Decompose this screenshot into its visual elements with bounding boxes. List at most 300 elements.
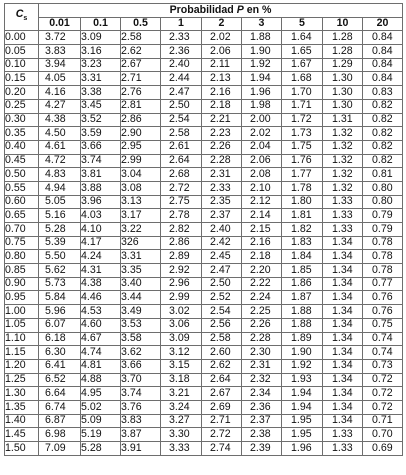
factor-value-cell: 2.86 (161, 236, 202, 250)
factor-value-cell: 2.10 (242, 181, 282, 195)
factor-value-cell: 3.35 (121, 264, 161, 278)
factor-value-cell: 2.99 (121, 154, 161, 168)
factor-value-cell: 3.52 (81, 113, 121, 127)
factor-value-cell: 1.75 (282, 140, 323, 154)
factor-value-cell: 1.73 (282, 127, 323, 141)
factor-value-cell: 6.98 (39, 428, 81, 442)
factor-value-cell: 2.62 (202, 359, 242, 373)
table-row (5, 140, 403, 154)
factor-value-cell: 1.33 (323, 209, 363, 223)
factor-value-cell: 5.19 (81, 428, 121, 442)
table-row (5, 428, 403, 442)
factor-value-cell: 4.83 (39, 168, 81, 182)
factor-value-cell: 2.11 (202, 58, 242, 72)
factor-value-cell: 3.09 (81, 31, 121, 45)
factor-value-cell: 2.13 (202, 72, 242, 86)
table-row (5, 264, 403, 278)
factor-value-cell: 2.32 (242, 373, 282, 387)
factor-value-cell: 3.24 (161, 400, 202, 414)
factor-value-cell: 0.69 (363, 442, 403, 456)
factor-value-cell: 0.77 (363, 277, 403, 291)
factor-value-cell: 1.34 (323, 318, 363, 332)
factor-value-cell: 2.86 (121, 113, 161, 127)
column-header-p: 0.5 (121, 17, 161, 31)
frequency-factor-table (4, 3, 403, 456)
factor-value-cell: 1.88 (282, 305, 323, 319)
factor-value-cell: 3.15 (161, 359, 202, 373)
factor-value-cell: 3.33 (161, 442, 202, 456)
factor-value-cell: 1.34 (323, 387, 363, 401)
factor-value-cell: 2.74 (202, 442, 242, 456)
factor-value-cell: 3.59 (81, 127, 121, 141)
factor-value-cell: 1.33 (323, 223, 363, 237)
table-row (5, 72, 403, 86)
factor-value-cell: 1.34 (323, 277, 363, 291)
factor-value-cell: 1.83 (282, 236, 323, 250)
factor-value-cell: 4.46 (81, 291, 121, 305)
factor-value-cell: 5.62 (39, 264, 81, 278)
factor-value-cell: 1.34 (323, 400, 363, 414)
table-row (5, 277, 403, 291)
factor-value-cell: 1.34 (323, 373, 363, 387)
factor-value-cell: 4.27 (39, 99, 81, 113)
factor-value-cell: 2.25 (242, 305, 282, 319)
factor-value-cell: 2.31 (242, 359, 282, 373)
factor-value-cell: 1.33 (323, 442, 363, 456)
factor-value-cell: 0.82 (363, 140, 403, 154)
factor-value-cell: 2.78 (161, 209, 202, 223)
factor-value-cell: 4.31 (81, 264, 121, 278)
factor-value-cell: 1.30 (323, 86, 363, 100)
factor-value-cell: 3.02 (161, 305, 202, 319)
factor-value-cell: 0.80 (363, 181, 403, 195)
factor-value-cell: 2.89 (161, 250, 202, 264)
factor-value-cell: 1.80 (282, 195, 323, 209)
factor-value-cell: 3.13 (121, 195, 161, 209)
table-row (5, 250, 403, 264)
factor-value-cell: 5.50 (39, 250, 81, 264)
factor-value-cell: 0.79 (363, 223, 403, 237)
cs-value-cell: 0.70 (5, 223, 39, 237)
factor-value-cell: 3.31 (121, 250, 161, 264)
cs-value-cell: 0.15 (5, 72, 39, 86)
table-row (5, 318, 403, 332)
factor-value-cell: 3.49 (121, 305, 161, 319)
cs-value-cell: 0.85 (5, 264, 39, 278)
table-header (5, 4, 403, 31)
factor-value-cell: 2.15 (242, 223, 282, 237)
factor-value-cell: 2.50 (161, 99, 202, 113)
factor-value-cell: 2.36 (161, 45, 202, 59)
factor-value-cell: 1.34 (323, 305, 363, 319)
factor-value-cell: 0.76 (363, 291, 403, 305)
cs-value-cell: 0.35 (5, 127, 39, 141)
factor-value-cell: 1.94 (282, 387, 323, 401)
factor-value-cell: 3.83 (121, 414, 161, 428)
factor-value-cell: 5.39 (39, 236, 81, 250)
factor-value-cell: 4.61 (39, 140, 81, 154)
factor-value-cell: 2.67 (121, 58, 161, 72)
factor-value-cell: 2.28 (242, 332, 282, 346)
factor-value-cell: 2.58 (121, 31, 161, 45)
factor-value-cell: 0.78 (363, 250, 403, 264)
factor-value-cell: 2.14 (242, 209, 282, 223)
factor-value-cell: 1.93 (282, 373, 323, 387)
factor-value-cell: 1.95 (282, 414, 323, 428)
factor-value-cell: 3.06 (161, 318, 202, 332)
factor-value-cell: 1.71 (282, 99, 323, 113)
factor-value-cell: 2.18 (202, 99, 242, 113)
cs-value-cell: 1.05 (5, 318, 39, 332)
table-row (5, 305, 403, 319)
factor-value-cell: 2.31 (202, 168, 242, 182)
factor-value-cell: 2.61 (161, 140, 202, 154)
factor-value-cell: 0.72 (363, 400, 403, 414)
factor-value-cell: 3.45 (81, 99, 121, 113)
factor-value-cell: 2.02 (242, 127, 282, 141)
factor-value-cell: 1.95 (282, 428, 323, 442)
cs-value-cell: 0.55 (5, 181, 39, 195)
factor-value-cell: 1.84 (282, 250, 323, 264)
factor-value-cell: 1.94 (282, 400, 323, 414)
factor-value-cell: 2.99 (161, 291, 202, 305)
cs-value-cell: 1.00 (5, 305, 39, 319)
factor-value-cell: 1.33 (323, 195, 363, 209)
factor-value-cell: 3.30 (161, 428, 202, 442)
factor-value-cell: 0.78 (363, 236, 403, 250)
factor-value-cell: 1.29 (323, 58, 363, 72)
factor-value-cell: 0.82 (363, 113, 403, 127)
factor-value-cell: 3.09 (161, 332, 202, 346)
factor-value-cell: 2.76 (121, 86, 161, 100)
factor-value-cell: 2.02 (202, 31, 242, 45)
factor-value-cell: 5.84 (39, 291, 81, 305)
factor-value-cell: 0.84 (363, 58, 403, 72)
probability-header-suffix: en % (243, 3, 272, 16)
factor-value-cell: 0.82 (363, 154, 403, 168)
cs-value-cell: 0.05 (5, 45, 39, 59)
factor-value-cell: 1.34 (323, 346, 363, 360)
table-row (5, 442, 403, 456)
factor-value-cell: 2.00 (242, 113, 282, 127)
cs-value-cell: 0.00 (5, 31, 39, 45)
column-header-p: 0.01 (39, 17, 81, 31)
factor-value-cell: 6.07 (39, 318, 81, 332)
factor-value-cell: 1.90 (242, 45, 282, 59)
table-row (5, 400, 403, 414)
factor-value-cell: 1.34 (323, 264, 363, 278)
cs-value-cell: 1.50 (5, 442, 39, 456)
cs-value-cell: 0.95 (5, 291, 39, 305)
factor-value-cell: 2.20 (242, 264, 282, 278)
factor-value-cell: 4.53 (81, 305, 121, 319)
column-header-p: 2 (202, 17, 242, 31)
factor-value-cell: 2.52 (202, 291, 242, 305)
factor-value-cell: 2.18 (242, 250, 282, 264)
factor-value-cell: 2.56 (202, 318, 242, 332)
factor-value-cell: 3.53 (121, 318, 161, 332)
factor-value-cell: 0.82 (363, 127, 403, 141)
factor-value-cell: 0.72 (363, 387, 403, 401)
factor-value-cell: 1.32 (323, 154, 363, 168)
cs-value-cell: 0.75 (5, 236, 39, 250)
factor-value-cell: 0.84 (363, 45, 403, 59)
column-header-p: 10 (323, 17, 363, 31)
table-body (5, 31, 403, 455)
factor-value-cell: 6.30 (39, 346, 81, 360)
factor-value-cell: 5.73 (39, 277, 81, 291)
factor-value-cell: 1.32 (323, 140, 363, 154)
factor-value-cell: 2.12 (242, 195, 282, 209)
factor-value-cell: 2.58 (161, 127, 202, 141)
factor-value-cell: 2.21 (202, 113, 242, 127)
column-header-p: 1 (161, 17, 202, 31)
factor-value-cell: 1.98 (242, 99, 282, 113)
factor-value-cell: 1.82 (282, 223, 323, 237)
header-row-group (5, 4, 403, 18)
cs-symbol: C (15, 8, 24, 21)
factor-value-cell: 4.05 (39, 72, 81, 86)
factor-value-cell: 1.70 (282, 86, 323, 100)
factor-value-cell: 4.24 (81, 250, 121, 264)
table-row (5, 346, 403, 360)
factor-value-cell: 4.74 (81, 346, 121, 360)
factor-value-cell: 4.17 (81, 236, 121, 250)
cs-value-cell: 0.80 (5, 250, 39, 264)
factor-value-cell: 6.87 (39, 414, 81, 428)
table-row (5, 45, 403, 59)
factor-value-cell: 4.60 (81, 318, 121, 332)
table-row (5, 359, 403, 373)
factor-value-cell: 4.16 (39, 86, 81, 100)
cs-subscript: s (23, 15, 28, 23)
factor-value-cell: 4.95 (81, 387, 121, 401)
factor-value-cell: 4.88 (81, 373, 121, 387)
probability-table-container (4, 3, 402, 456)
table-row (5, 58, 403, 72)
factor-value-cell: 2.54 (161, 113, 202, 127)
factor-value-cell: 1.28 (323, 45, 363, 59)
cs-value-cell: 0.65 (5, 209, 39, 223)
factor-value-cell: 1.34 (323, 291, 363, 305)
factor-value-cell: 2.58 (202, 332, 242, 346)
factor-value-cell: 7.09 (39, 442, 81, 456)
factor-value-cell: 2.36 (242, 400, 282, 414)
cs-value-cell: 1.20 (5, 359, 39, 373)
factor-value-cell: 0.70 (363, 428, 403, 442)
cs-value-cell: 1.25 (5, 373, 39, 387)
factor-value-cell: 1.77 (282, 168, 323, 182)
factor-value-cell: 1.32 (323, 168, 363, 182)
factor-value-cell: 1.92 (242, 58, 282, 72)
factor-value-cell: 4.10 (81, 223, 121, 237)
factor-value-cell: 3.91 (121, 442, 161, 456)
cs-value-cell: 0.10 (5, 58, 39, 72)
factor-value-cell: 3.81 (81, 168, 121, 182)
factor-value-cell: 1.90 (282, 346, 323, 360)
factor-value-cell: 3.04 (121, 168, 161, 182)
factor-value-cell: 2.45 (202, 250, 242, 264)
factor-value-cell: 0.80 (363, 195, 403, 209)
factor-value-cell: 1.30 (323, 99, 363, 113)
factor-value-cell: 3.94 (39, 58, 81, 72)
factor-value-cell: 2.75 (161, 195, 202, 209)
factor-value-cell: 3.23 (81, 58, 121, 72)
table-row (5, 209, 403, 223)
column-header-p: 5 (282, 17, 323, 31)
factor-value-cell: 1.34 (323, 236, 363, 250)
table-row (5, 195, 403, 209)
factor-value-cell: 2.62 (121, 45, 161, 59)
factor-value-cell: 3.62 (121, 346, 161, 360)
factor-value-cell: 2.82 (161, 223, 202, 237)
factor-value-cell: 2.30 (242, 346, 282, 360)
factor-value-cell: 2.64 (202, 373, 242, 387)
factor-value-cell: 1.94 (242, 72, 282, 86)
factor-value-cell: 1.65 (282, 45, 323, 59)
factor-value-cell: 3.66 (81, 140, 121, 154)
factor-value-cell: 4.81 (81, 359, 121, 373)
factor-value-cell: 3.96 (81, 195, 121, 209)
cs-value-cell: 1.15 (5, 346, 39, 360)
factor-value-cell: 5.09 (81, 414, 121, 428)
factor-value-cell: 6.74 (39, 400, 81, 414)
factor-value-cell: 5.02 (81, 400, 121, 414)
cs-value-cell: 0.20 (5, 86, 39, 100)
factor-value-cell: 3.76 (121, 400, 161, 414)
cs-value-cell: 1.45 (5, 428, 39, 442)
factor-value-cell: 6.41 (39, 359, 81, 373)
column-header-p: 3 (242, 17, 282, 31)
factor-value-cell: 3.87 (121, 428, 161, 442)
factor-value-cell: 4.03 (81, 209, 121, 223)
table-row (5, 113, 403, 127)
factor-value-cell: 1.72 (282, 113, 323, 127)
cs-value-cell: 1.40 (5, 414, 39, 428)
table-row (5, 414, 403, 428)
factor-value-cell: 2.38 (242, 428, 282, 442)
factor-value-cell: 0.74 (363, 346, 403, 360)
factor-value-cell: 0.75 (363, 318, 403, 332)
factor-value-cell: 3.88 (81, 181, 121, 195)
factor-value-cell: 1.87 (282, 291, 323, 305)
factor-value-cell: 2.96 (161, 277, 202, 291)
factor-value-cell: 2.47 (161, 86, 202, 100)
factor-value-cell: 2.72 (161, 181, 202, 195)
factor-value-cell: 2.22 (242, 277, 282, 291)
factor-value-cell: 0.73 (363, 359, 403, 373)
factor-value-cell: 1.31 (323, 113, 363, 127)
factor-value-cell: 2.72 (202, 428, 242, 442)
factor-value-cell: 2.42 (202, 236, 242, 250)
factor-value-cell: 0.76 (363, 305, 403, 319)
factor-value-cell: 1.30 (323, 72, 363, 86)
factor-value-cell: 1.78 (282, 181, 323, 195)
factor-value-cell: 5.16 (39, 209, 81, 223)
factor-value-cell: 2.16 (242, 236, 282, 250)
factor-value-cell: 2.64 (161, 154, 202, 168)
factor-value-cell: 2.26 (202, 140, 242, 154)
factor-value-cell: 3.08 (121, 181, 161, 195)
factor-value-cell: 1.34 (323, 250, 363, 264)
factor-value-cell: 3.17 (121, 209, 161, 223)
table-row (5, 373, 403, 387)
probability-header-var: P (236, 3, 244, 16)
table-row (5, 31, 403, 45)
factor-value-cell: 2.06 (202, 45, 242, 59)
factor-value-cell: 1.33 (323, 428, 363, 442)
cs-value-cell: 0.60 (5, 195, 39, 209)
factor-value-cell: 1.96 (242, 86, 282, 100)
factor-value-cell: 4.94 (39, 181, 81, 195)
factor-value-cell: 3.40 (121, 277, 161, 291)
factor-value-cell: 2.39 (242, 442, 282, 456)
factor-value-cell: 0.71 (363, 414, 403, 428)
factor-value-cell: 3.27 (161, 414, 202, 428)
table-row (5, 291, 403, 305)
factor-value-cell: 3.74 (121, 387, 161, 401)
table-row (5, 181, 403, 195)
factor-value-cell: 1.76 (282, 154, 323, 168)
header-row-columns (5, 17, 403, 31)
factor-value-cell: 3.44 (121, 291, 161, 305)
cs-column-header (5, 4, 39, 31)
factor-value-cell: 1.96 (282, 442, 323, 456)
factor-value-cell: 326 (121, 236, 161, 250)
factor-value-cell: 4.72 (39, 154, 81, 168)
factor-value-cell: 0.84 (363, 72, 403, 86)
factor-value-cell: 1.85 (282, 264, 323, 278)
cs-value-cell: 1.35 (5, 400, 39, 414)
factor-value-cell: 2.04 (242, 140, 282, 154)
factor-value-cell: 2.35 (202, 195, 242, 209)
cs-value-cell: 1.10 (5, 332, 39, 346)
factor-value-cell: 2.50 (202, 277, 242, 291)
factor-value-cell: 0.74 (363, 332, 403, 346)
factor-value-cell: 0.78 (363, 264, 403, 278)
factor-value-cell: 2.44 (161, 72, 202, 86)
factor-value-cell: 2.90 (121, 127, 161, 141)
factor-value-cell: 5.28 (81, 442, 121, 456)
factor-value-cell: 1.92 (282, 359, 323, 373)
factor-value-cell: 3.16 (81, 45, 121, 59)
factor-value-cell: 0.79 (363, 209, 403, 223)
factor-value-cell: 6.64 (39, 387, 81, 401)
factor-value-cell: 2.26 (242, 318, 282, 332)
factor-value-cell: 3.83 (39, 45, 81, 59)
factor-value-cell: 3.66 (121, 359, 161, 373)
factor-value-cell: 2.67 (202, 387, 242, 401)
factor-value-cell: 2.24 (242, 291, 282, 305)
table-row (5, 223, 403, 237)
factor-value-cell: 0.81 (363, 168, 403, 182)
factor-value-cell: 1.68 (282, 72, 323, 86)
factor-value-cell: 1.34 (323, 332, 363, 346)
cs-value-cell: 0.30 (5, 113, 39, 127)
factor-value-cell: 4.50 (39, 127, 81, 141)
factor-value-cell: 2.40 (161, 58, 202, 72)
factor-value-cell: 2.08 (242, 168, 282, 182)
factor-value-cell: 3.70 (121, 373, 161, 387)
factor-value-cell: 2.68 (161, 168, 202, 182)
cs-value-cell: 0.45 (5, 154, 39, 168)
table-row (5, 99, 403, 113)
table-row (5, 236, 403, 250)
factor-value-cell: 0.84 (363, 31, 403, 45)
factor-value-cell: 1.64 (282, 31, 323, 45)
factor-value-cell: 5.28 (39, 223, 81, 237)
factor-value-cell: 2.37 (202, 209, 242, 223)
